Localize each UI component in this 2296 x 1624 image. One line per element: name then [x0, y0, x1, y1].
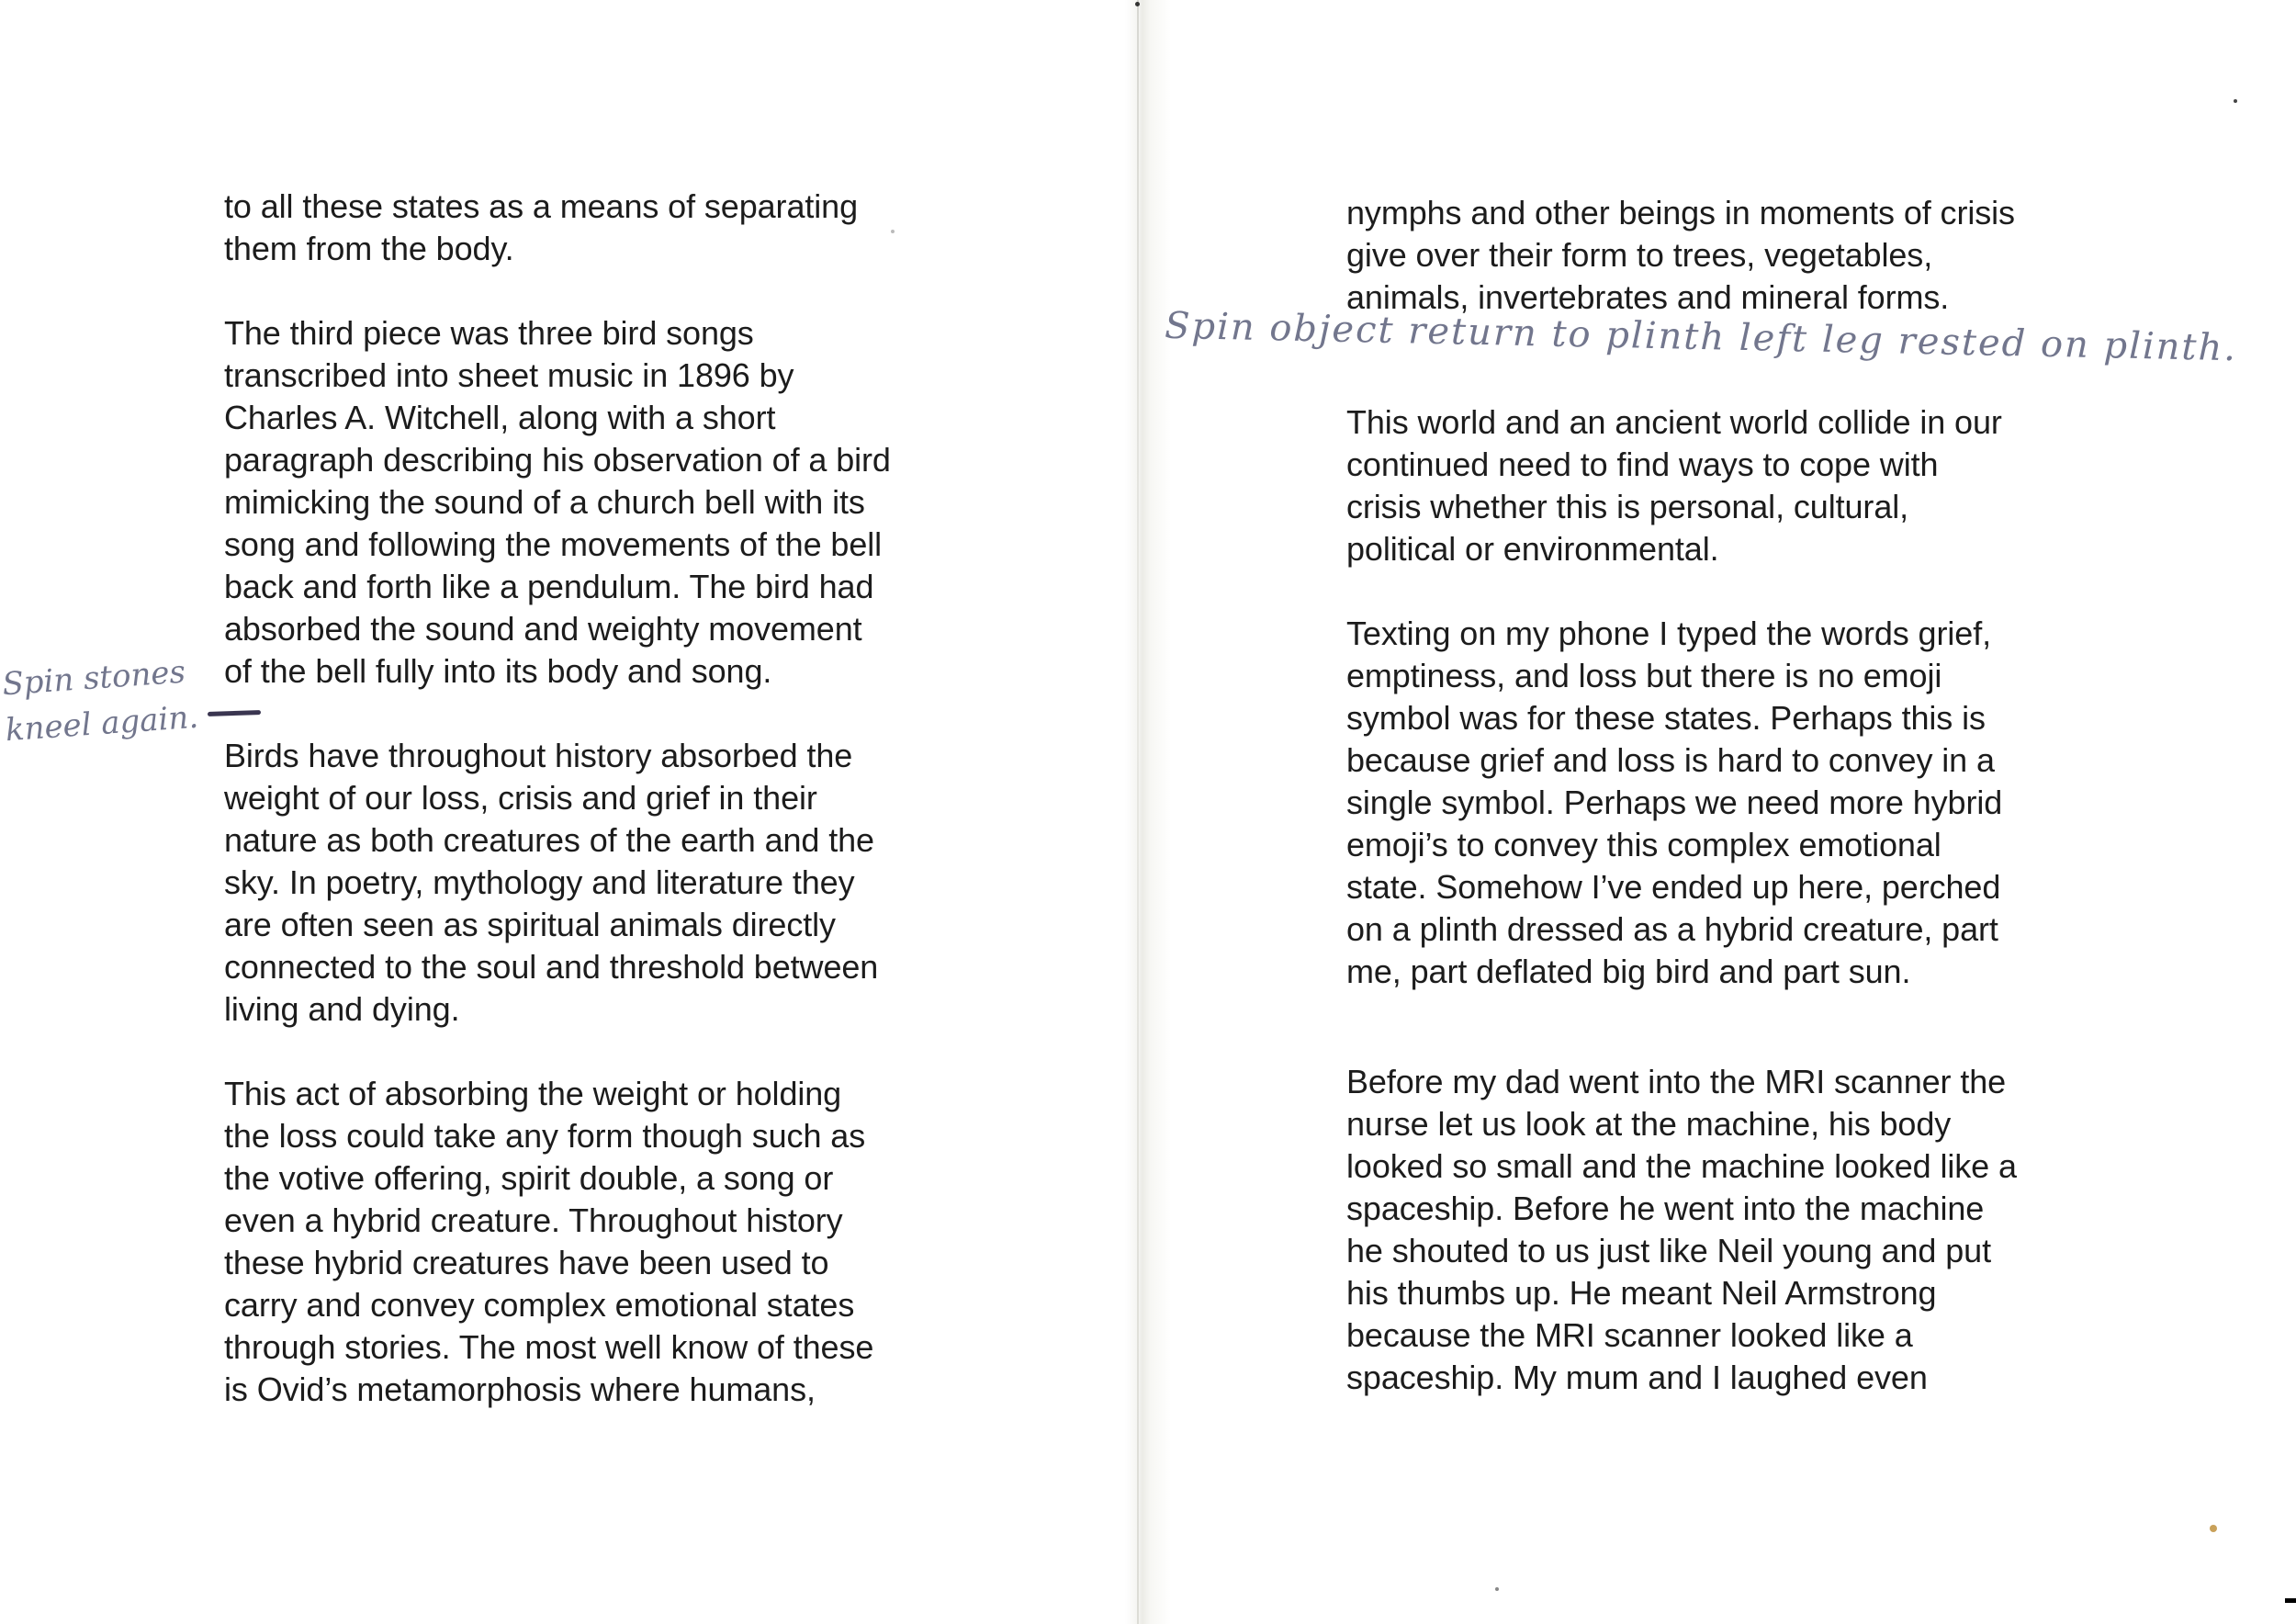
left-paragraph-1: to all these states as a means of separating them from the body.: [224, 187, 859, 267]
left-paragraph-2: The third piece was three bird songs transcribed into sheet music in 1896 by Charles A. Witchell, along with a short paragraph describing his observation of a bird mimicking the sound of a church bell with its song and following the movements of the bell back and forth like a pendulum. The bird had absorbed the sound and weighty movement of the bell fully into its body and song.: [224, 314, 891, 690]
scan-speck: [1135, 2, 1140, 6]
handwritten-margin-note-left: [1, 647, 227, 753]
scan-speck: [1495, 1587, 1499, 1591]
left-paragraph-4: This act of absorbing the weight or holding the loss could take any form though such as the votive offering, spirit double, a song or even a hybrid creature. Throughout history these hybrid creatures have been used to carry and convey complex emotional states through stories. The most well know of these is Ovid’s metamorphosis where humans,: [224, 1075, 874, 1408]
right-paragraph-2: This world and an ancient world collide in our continued need to find ways to cope with crisis whether this is personal, cultural, political or environmental.: [1346, 403, 2002, 568]
margin-note-line-1: Spin stones: [1, 653, 187, 704]
right-paragraph-4: Before my dad went into the MRI scanner the nurse let us look at the machine, his body looked so small and the machine looked like a spaceship. Before he went into the machine he shouted to us just like Neil young and put his thumbs up. He meant Neil Armstrong because the MRI scanner looked like a spaceship. My mum and I laughed even: [1346, 1063, 2017, 1396]
right-paragraph-1: nymphs and other beings in moments of crisis give over their form to trees, vegetables, animals, invertebrates and mineral forms.: [1346, 194, 2015, 316]
scan-speck: [2285, 1598, 2296, 1603]
left-page: [0, 0, 1139, 1624]
scan-speck: [2234, 99, 2237, 103]
right-paragraph-3: Texting on my phone I typed the words grief, emptiness, and loss but there is no emoji symbol was for these states. Perhaps this is because grief and loss is hard to convey in a single symbol. Perhaps we need more hybrid emoji’s to convey this complex emotional state. Somehow I’ve ended up here, perched on a plinth dressed as a hybrid creature, part me, part deflated big bird and part sun.: [1346, 615, 2003, 990]
scan-speck: [2210, 1525, 2217, 1532]
right-page-text: [1346, 192, 2136, 1441]
left-paragraph-3: Birds have throughout history absorbed the weight of our loss, crisis and grief in their nature as both creatures of the earth and the sky. In poetry, mythology and literature they are often seen as spiritual animals directly connected to the soul and threshold between living and dying.: [224, 737, 879, 1028]
margin-note-line-2: kneel again.: [4, 698, 200, 750]
left-page-text: [224, 186, 1014, 1453]
scan-speck: [891, 230, 895, 233]
handwritten-margin-note-top: Spin object return to plinth left leg rested on plinth.: [1164, 304, 2238, 370]
